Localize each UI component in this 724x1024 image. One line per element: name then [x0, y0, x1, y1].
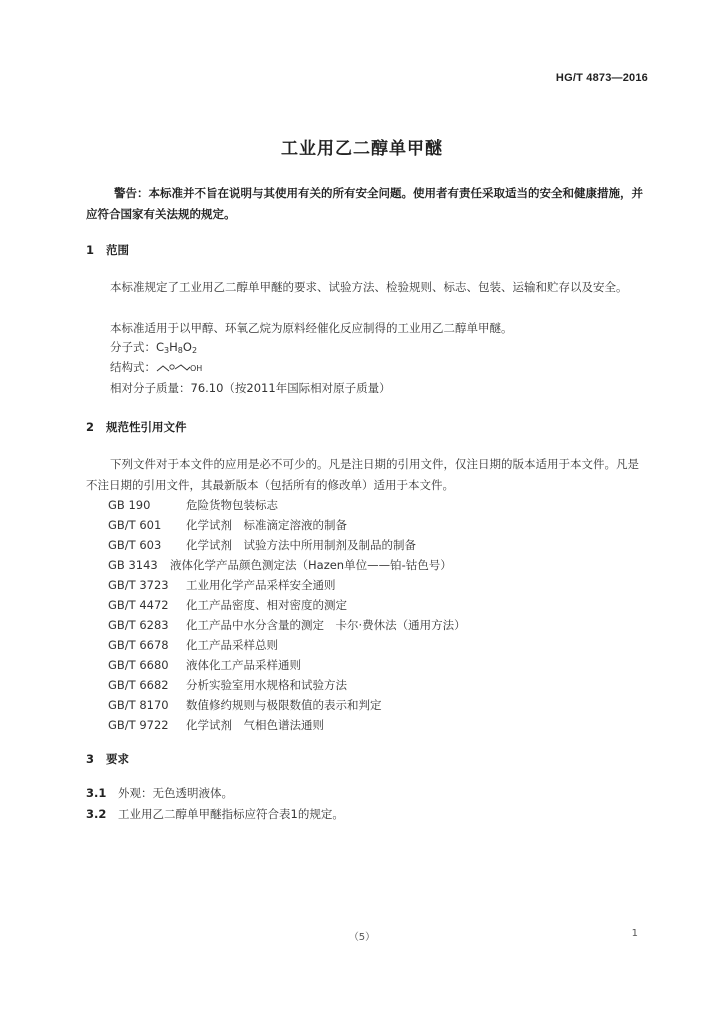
reference-title: 化学试剂 试验方法中所用制剂及制品的制备 [186, 538, 416, 552]
section-1-paragraph-2: 本标准适用于以甲醇、环氧乙烷为原料经催化反应制得的工业用乙二醇单甲醚。 [110, 321, 513, 335]
reference-code: GB 3143 [108, 558, 158, 572]
relative-molecular-mass: 相对分子质量：76.10（按2011年国际相对原子质量） [110, 381, 391, 395]
reference-item [108, 577, 336, 593]
reference-title: 化工产品中水分含量的测定 卡尔·费休法（通用方法） [186, 618, 466, 632]
warning-paragraph [86, 183, 646, 225]
reference-code: GB 190 [108, 498, 151, 512]
reference-title: 数值修约规则与极限数值的表示和判定 [186, 698, 382, 712]
warning-text: 警告：本标准并不旨在说明与其使用有关的所有安全问题。使用者有责任采取适当的安全和健康措施，并应符合国家有关法规的规定。 [86, 186, 643, 221]
section-2-heading [86, 419, 187, 435]
reference-code: GB/T 8170 [108, 698, 169, 712]
reference-title: 工业用化学产品采样安全通则 [186, 578, 336, 592]
structural-formula [110, 359, 202, 375]
reference-item [108, 677, 347, 693]
formula-c-sub: 3 [164, 346, 170, 355]
standard-code: HG/T 4873—2016 [555, 72, 648, 84]
section-1-paragraph-1 [86, 277, 646, 298]
reference-item [108, 697, 382, 713]
section-3-title: 要求 [106, 752, 129, 766]
reference-item [108, 657, 301, 673]
reference-code: GB/T 9722 [108, 718, 169, 732]
reference-item [108, 597, 347, 613]
structure-skeleton-icon [156, 361, 190, 375]
document-title: 工业用乙二醇单甲醚 [281, 139, 443, 159]
reference-item [108, 497, 278, 513]
scope-text: 本标准规定了工业用乙二醇单甲醚的要求、试验方法、检验规则、标志、包装、运输和贮存以及安全。 [110, 280, 628, 294]
formula-o-sub: 2 [191, 346, 198, 355]
structure-oh: OH [190, 364, 203, 373]
requirement-number: 3.1 [86, 786, 107, 800]
reference-title: 液体化工产品采样通则 [186, 658, 301, 672]
requirement-text: 外观：无色透明液体。 [118, 786, 233, 800]
structure-label: 结构式： [110, 360, 156, 374]
reference-code: GB/T 4472 [108, 598, 169, 612]
footer-page-marker: （5） [348, 932, 376, 943]
reference-title: 化工产品采样总则 [186, 638, 278, 652]
reference-item [108, 717, 324, 733]
section-2-title: 规范性引用文件 [106, 420, 187, 434]
reference-code: GB/T 6680 [108, 658, 169, 672]
molecular-formula [110, 339, 197, 355]
requirement-number: 3.2 [86, 807, 107, 821]
reference-item [108, 617, 466, 633]
reference-code: GB/T 603 [108, 538, 162, 552]
reference-code: GB/T 3723 [108, 578, 169, 592]
reference-code: GB/T 6283 [108, 618, 169, 632]
section-2-number: 2 [86, 420, 95, 434]
section-1-title: 范围 [106, 243, 129, 257]
reference-title: 危险货物包装标志 [186, 498, 278, 512]
reference-code: GB/T 601 [108, 518, 162, 532]
section-3-heading [86, 751, 129, 767]
reference-item [108, 517, 347, 533]
reference-code: GB/T 6682 [108, 678, 169, 692]
section-1-number: 1 [86, 243, 95, 257]
references-intro: 下列文件对于本文件的应用是必不可少的。凡是注日期的引用文件，仅注日期的版本适用于本文件。凡是不注日期的引用文件，其最新版本（包括所有的修改单）适用于本文件。 [86, 457, 639, 492]
reference-title: 化学试剂 标准滴定溶液的制备 [186, 518, 347, 532]
formula-o: O [182, 340, 192, 354]
requirement-text: 工业用乙二醇单甲醚指标应符合表1的规定。 [118, 807, 344, 821]
formula-h: H [169, 340, 178, 354]
section-1-heading [86, 242, 129, 258]
section-2-paragraph [86, 454, 646, 496]
reference-item [108, 537, 416, 553]
footer-page-number: 1 [631, 928, 638, 939]
reference-item [108, 557, 452, 573]
reference-title: 化工产品密度、相对密度的测定 [186, 598, 347, 612]
reference-code: GB/T 6678 [108, 638, 169, 652]
reference-title: 分析实验室用水规格和试验方法 [186, 678, 347, 692]
formula-h-sub: 8 [177, 346, 183, 355]
requirement-item [86, 806, 344, 822]
reference-item [108, 637, 278, 653]
reference-title: 液体化学产品颜色测定法（Hazen单位——铂-钴色号） [170, 558, 452, 572]
formula-c: C [156, 340, 165, 354]
formula-label: 分子式： [110, 340, 156, 354]
reference-title: 化学试剂 气相色谱法通则 [186, 718, 324, 732]
requirement-item [86, 785, 233, 801]
section-3-number: 3 [86, 752, 95, 766]
